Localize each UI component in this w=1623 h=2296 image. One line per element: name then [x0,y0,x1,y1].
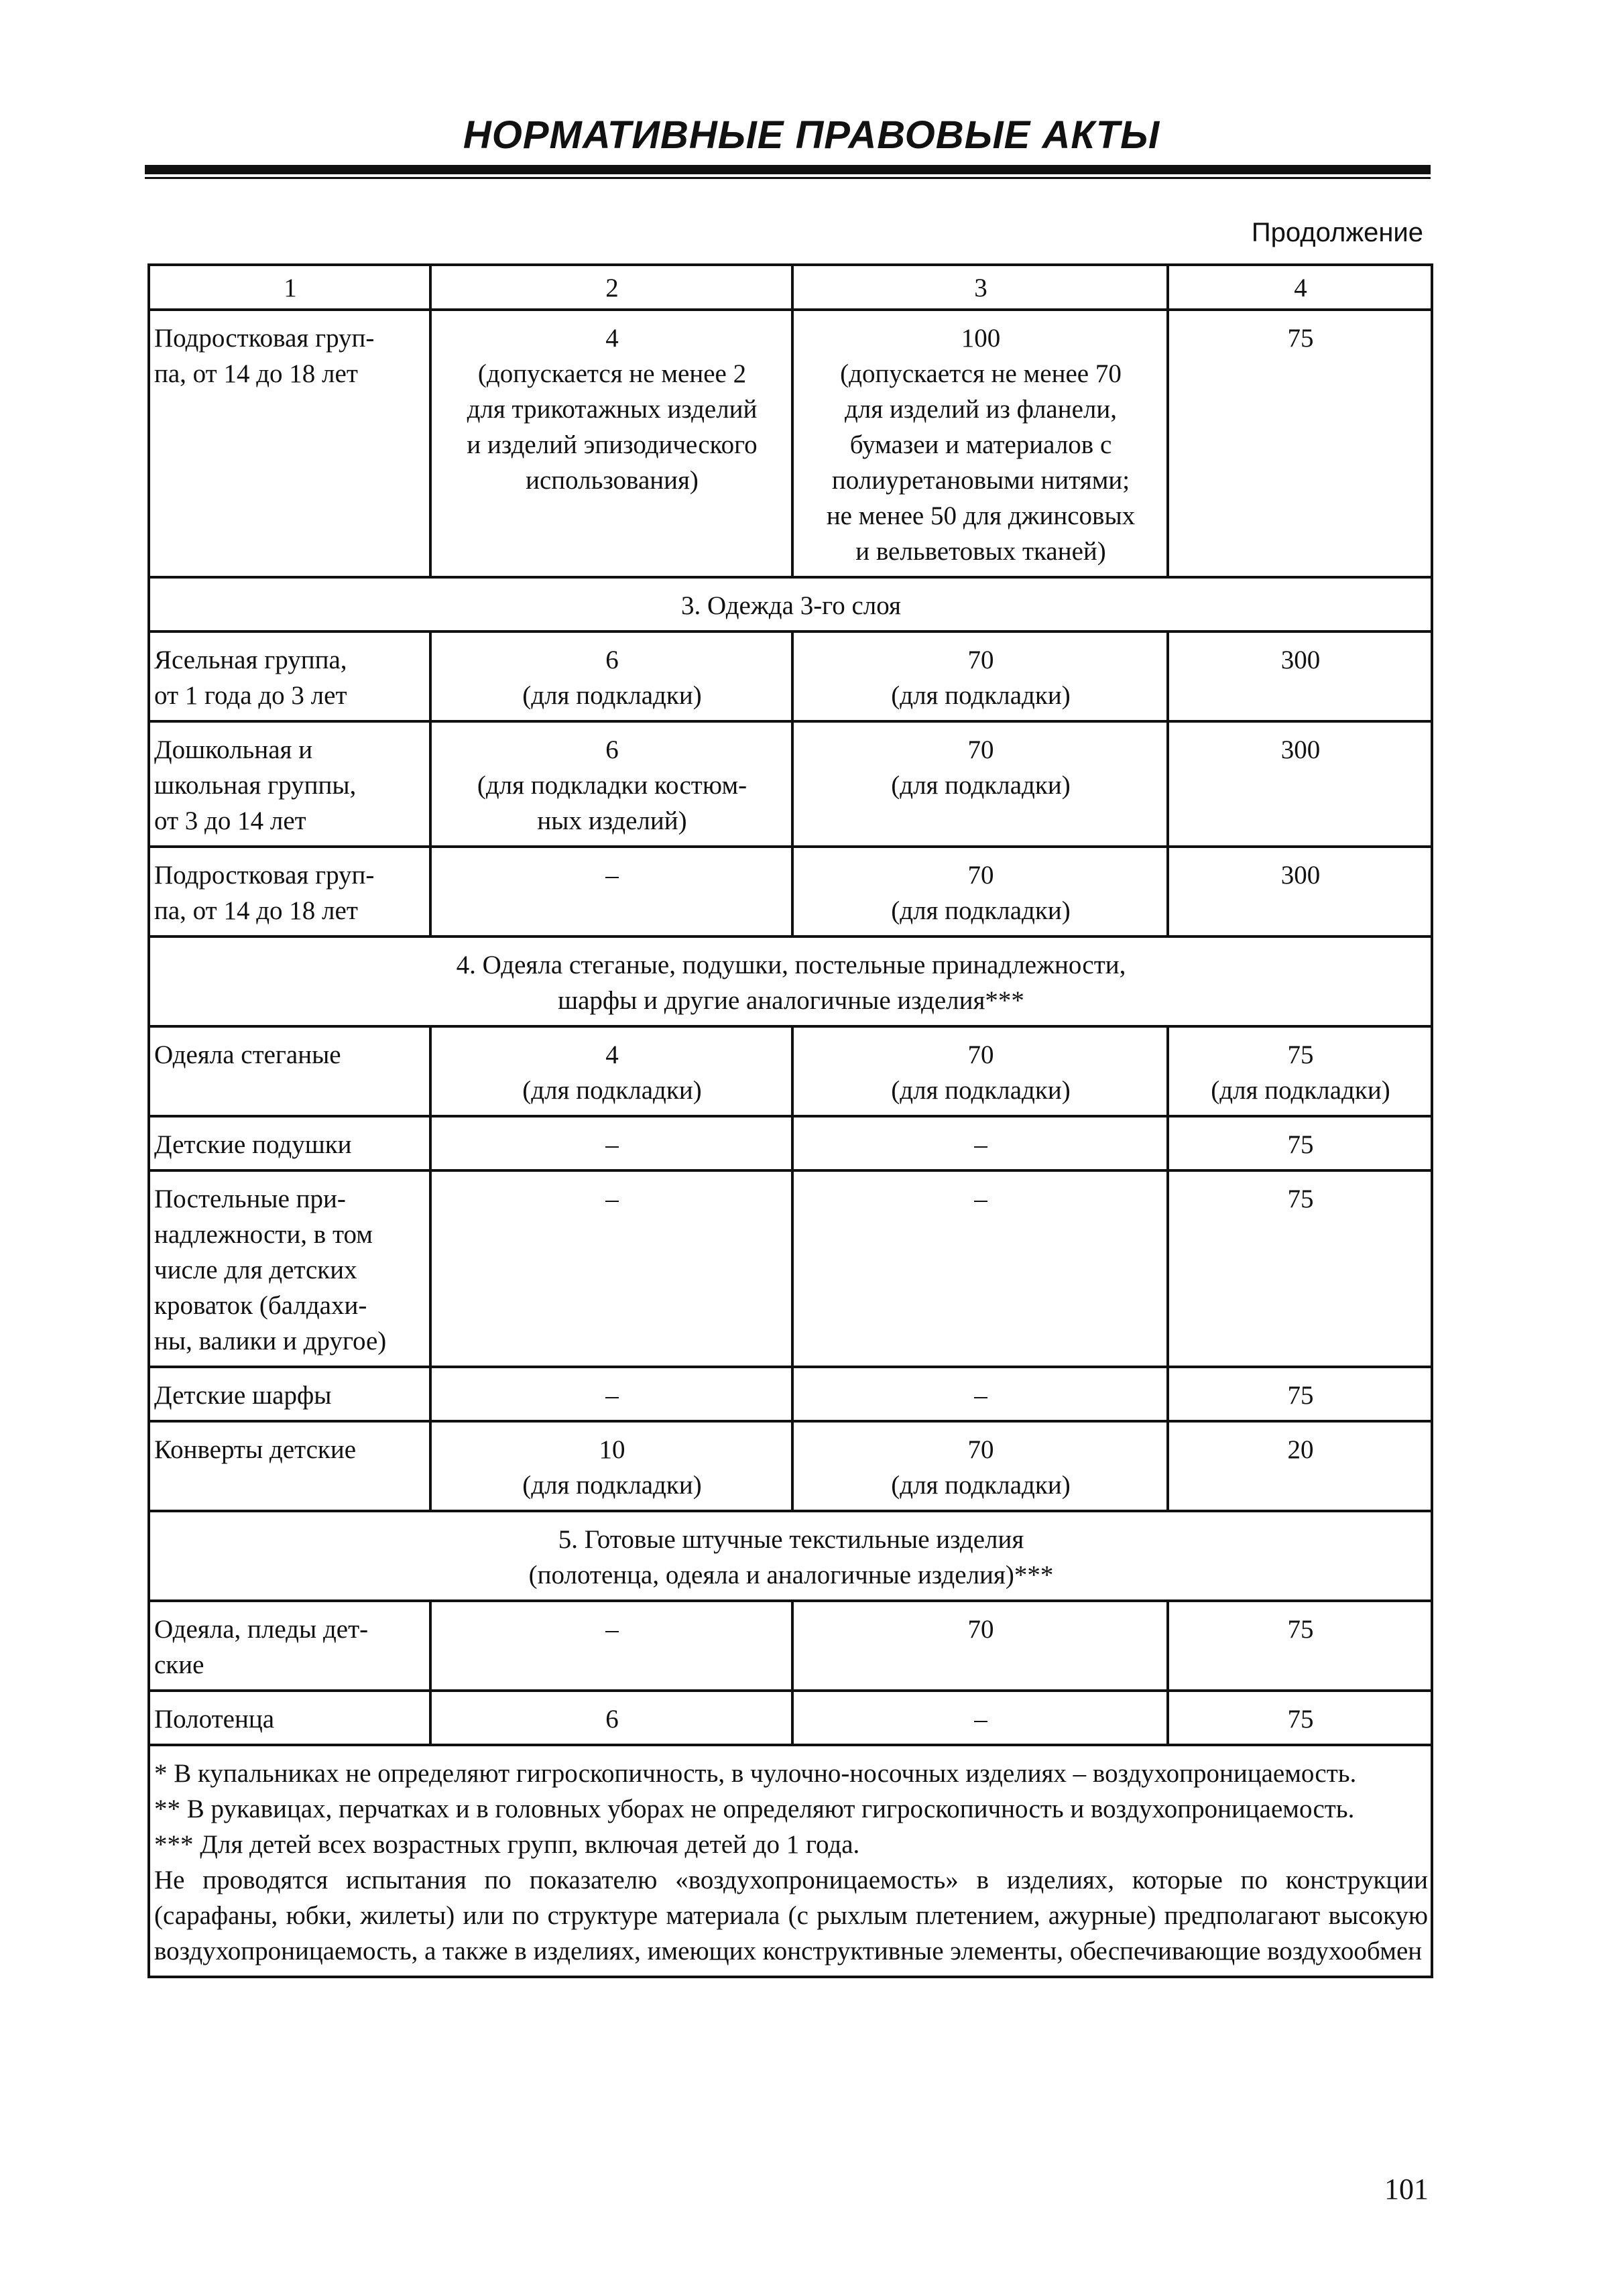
value-cell-col2: – [430,1170,792,1367]
value-cell-col4: 300 [1168,631,1432,721]
value-cell-col4: 300 [1168,847,1432,936]
continuation-label: Продолжение [1251,218,1423,247]
row-name-line: от 1 года до 3 лет [154,681,347,710]
table-row [149,310,1432,577]
cell-line: 100 [961,324,1001,353]
row-name-line: Подростковая груп- [154,324,375,353]
value-cell-col3 [792,310,1168,577]
table-row [149,1170,1432,1367]
cell-line: (для подкладки) [891,1471,1071,1500]
footnote-4: Не проводятся испытания по показателю «воздухопроницаемость» в изделиях, которые по конструкции (сарафаны, юбки, жилеты) или по структуре материала (с рыхлым плетением, ажурные) предполагают высокую воздухопроницаемость, а также в изделиях, имеющих конструктивные элементы, обеспечивающие воздухообмен [154,1866,1428,1966]
value-cell-col4: 75 [1168,310,1432,577]
value-cell-col3 [792,847,1168,936]
value-cell-col3 [792,1421,1168,1511]
cell-line: использования) [526,466,699,495]
row-name-line: Одеяла, пледы дет- [154,1615,369,1644]
cell-line: (для подкладки) [891,896,1071,925]
cell-line: 70 [967,861,994,890]
header-rule-thick [145,165,1431,174]
cell-line: 10 [599,1435,625,1464]
notes-cell [149,1745,1432,1977]
table-row [149,721,1432,847]
value-cell-col2: – [430,1601,792,1691]
row-name-cell: Полотенца [149,1691,430,1745]
row-name-cell [149,847,430,936]
cell-line: 70 [967,1435,994,1464]
table-row [149,1691,1432,1745]
header-rule-thin [145,177,1431,179]
cell-line: (для подкладки) [1211,1076,1390,1105]
cell-line: (для подкладки) [522,681,702,710]
cell-line: 4 [605,1040,619,1069]
row-name-cell [149,631,430,721]
table-row [149,631,1432,721]
cell-line: (для подкладки костюм- [477,771,747,800]
table-row [149,1026,1432,1116]
value-cell-col2 [430,631,792,721]
cell-line: 4 [605,324,619,353]
table-row [149,1601,1432,1691]
value-cell-col2 [430,310,792,577]
value-cell-col3 [792,721,1168,847]
cell-line: 6 [605,735,619,764]
section-title-line: 5. Готовые штучные текстильные изделия [558,1525,1024,1554]
page-header-title: НОРМАТИВНЫЕ ПРАВОВЫЕ АКТЫ [463,113,1160,157]
row-name-cell [149,721,430,847]
column-number-3: 3 [792,265,1168,310]
table-row [149,1367,1432,1421]
cell-line: и вельветовых тканей) [855,537,1106,566]
notes-row [149,1745,1432,1977]
column-number-1: 1 [149,265,430,310]
value-cell-col3: – [792,1116,1168,1170]
cell-line: 70 [967,646,994,674]
footnote-3: *** Для детей всех возрастных групп, включая детей до 1 года. [154,1830,860,1859]
cell-line: полиуретановыми нитями; [831,466,1130,495]
column-number-4: 4 [1168,265,1432,310]
row-name-line: ны, валики и другое) [154,1327,387,1355]
cell-line: 70 [967,1040,994,1069]
value-cell-col3 [792,631,1168,721]
cell-line: (для подкладки) [891,1076,1071,1105]
value-cell-col4: 75 [1168,1601,1432,1691]
row-name-line: от 3 до 14 лет [154,806,306,835]
value-cell-col2: – [430,1116,792,1170]
value-cell-col4: 75 [1168,1691,1432,1745]
cell-line: (для подкладки) [522,1471,702,1500]
row-name-line: Постельные при- [154,1185,346,1213]
row-name-cell: Детские шарфы [149,1367,430,1421]
value-cell-col2 [430,1026,792,1116]
table-row [149,1421,1432,1511]
page-number: 101 [1384,2173,1429,2206]
section-5-title [149,1511,1432,1601]
row-name-line: Ясельная группа, [154,646,347,674]
row-name-line: па, от 14 до 18 лет [154,896,358,925]
cell-line: (допускается не менее 70 [840,359,1122,388]
cell-line: для изделий из фланели, [844,395,1118,424]
cell-line: (для подкладки) [891,771,1071,800]
row-name-line: ские [154,1650,204,1679]
cell-line: 6 [605,646,619,674]
row-name-line: па, от 14 до 18 лет [154,359,358,388]
row-name-line: надлежности, в том [154,1220,373,1249]
value-cell-col3: – [792,1367,1168,1421]
cell-line: не менее 50 для джинсовых [826,501,1136,530]
row-name-line: числе для детских [154,1256,357,1284]
value-cell-col3: – [792,1170,1168,1367]
norms-table [147,263,1433,1978]
row-name-cell [149,310,430,577]
cell-line: 75 [1287,1040,1314,1069]
section-header-row [149,936,1432,1026]
value-cell-col4: 20 [1168,1421,1432,1511]
row-name-line: Подростковая груп- [154,861,375,890]
row-name-line: школьная группы, [154,771,357,800]
footnote-2: ** В рукавицах, перчатках и в головных уборах не определяют гигроскопичность и воздухопроницаемость. [154,1795,1355,1823]
value-cell-col4: 300 [1168,721,1432,847]
value-cell-col3: – [792,1691,1168,1745]
section-title-line: 4. Одеяла стеганые, подушки, постельные принадлежности, [456,951,1126,979]
section-title-line: шарфы и другие аналогичные изделия*** [558,986,1024,1015]
section-4-title [149,936,1432,1026]
cell-line: (допускается не менее 2 [477,359,747,388]
cell-line: ных изделий) [537,806,687,835]
cell-line: 70 [967,735,994,764]
table-row [149,1116,1432,1170]
value-cell-col2: – [430,1367,792,1421]
row-name-cell: Одеяла стеганые [149,1026,430,1116]
section-header-row [149,577,1432,631]
cell-line: для трикотажных изделий [467,395,758,424]
row-name-cell [149,1170,430,1367]
row-name-cell [149,1601,430,1691]
row-name-line: Дошкольная и [154,735,313,764]
value-cell-col4: 75 [1168,1116,1432,1170]
value-cell-col4 [1168,1026,1432,1116]
value-cell-col2 [430,721,792,847]
row-name-line: кроваток (балдахи- [154,1291,367,1320]
value-cell-col3: 70 [792,1601,1168,1691]
value-cell-col3 [792,1026,1168,1116]
column-number-2: 2 [430,265,792,310]
value-cell-col4: 75 [1168,1170,1432,1367]
cell-line: бумазеи и материалов с [849,430,1112,459]
row-name-cell: Конверты детские [149,1421,430,1511]
footnote-1: * В купальниках не определяют гигроскопичность, в чулочно-носочных изделиях – воздухопроницаемость. [154,1759,1357,1788]
cell-line: и изделий эпизодического [467,430,758,459]
cell-line: (для подкладки) [522,1076,702,1105]
row-name-cell: Детские подушки [149,1116,430,1170]
cell-line: (для подкладки) [891,681,1071,710]
value-cell-col2: – [430,847,792,936]
section-header-row [149,1511,1432,1601]
section-3-title: 3. Одежда 3-го слоя [149,577,1432,631]
value-cell-col4: 75 [1168,1367,1432,1421]
column-number-row [149,265,1432,310]
section-title-line: (полотенца, одеяла и аналогичные изделия)*** [528,1561,1054,1589]
table-row [149,847,1432,936]
value-cell-col2: 6 [430,1691,792,1745]
value-cell-col2 [430,1421,792,1511]
